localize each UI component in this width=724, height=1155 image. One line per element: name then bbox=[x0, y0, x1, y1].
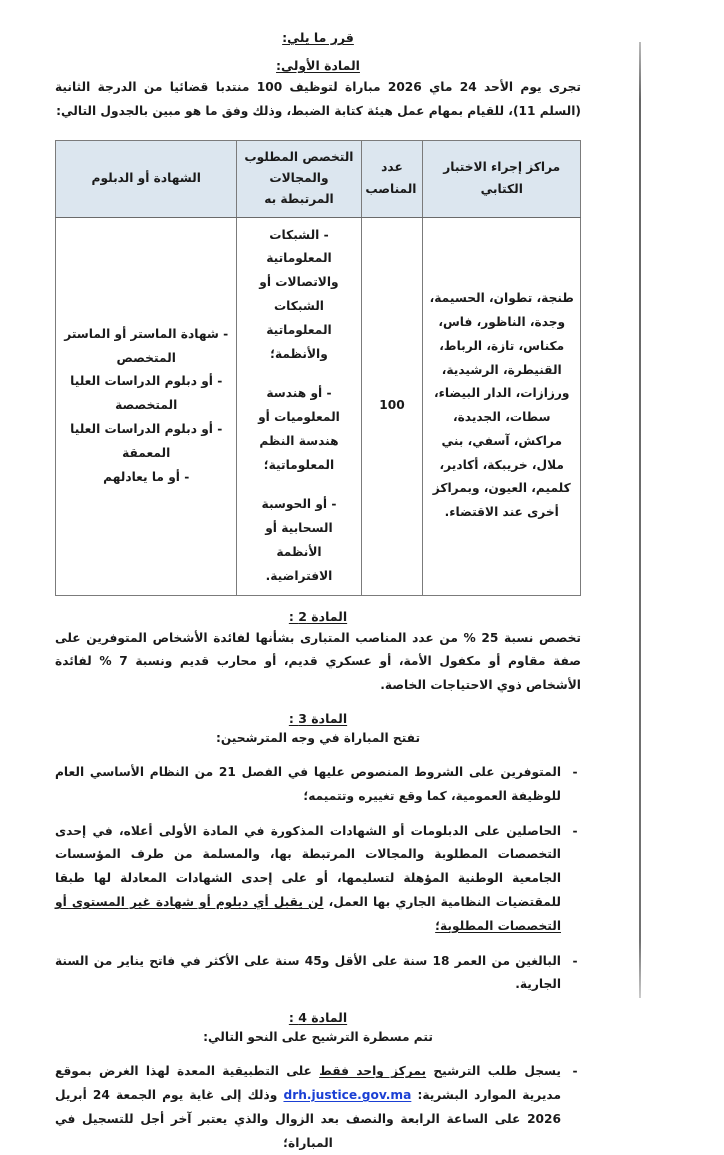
table-header bbox=[56, 140, 581, 217]
specialization-item-3: - أو الحوسبة السحابية أو الأنظمة الافتراضية. bbox=[261, 497, 337, 583]
article4-seg3: وذلك إلى غاية يوم الجمعة 24 أبريل 2026 على الساعة الرابعة والنصف بعد الزوال والذي يعتبر آخر أجل للتسجيل في المباراة؛ bbox=[55, 1088, 561, 1150]
article3-bullet-2-text: الحاصلين على الدبلومات أو الشهادات المذكورة في المادة الأولى أعلاه، في إحدى التخصصات المطلوبة والمجالات المرتبطة بها، والمسلمة من طرف المؤسسات الجامعية الوطنية المؤهلة لتسليمها، أو على إحدى الشهادات المعادلة لها طبقا للمقتضيات النظامية الجاري بها العمل، bbox=[55, 823, 561, 909]
list-item bbox=[55, 950, 581, 998]
article1-body: تجرى يوم الأحد 24 ماي 2026 مباراة لتوظيف 100 منتدبا قضائيا من الدرجة الثانية (السلم 11)، للقيام بمهام عمل هيئة كتابة الضبط، وذلك وفق ما هو مبين بالجدول التالي: bbox=[55, 80, 581, 118]
article4-emphasis-one-center: بمركز واحد فقط bbox=[319, 1064, 427, 1079]
positions-table bbox=[55, 140, 581, 596]
list-item bbox=[55, 1060, 581, 1155]
article2-body: تخصص نسبة 25 % من عدد المناصب المتبارى بشأنها لفائدة الأشخاص المتوفرين على صفة مقاوم أو مكفول الأمة، أو عسكري قديم، أو محارب قديم ونسبة 7 % لفائدة الأشخاص ذوي الاحتياجات الخاصة. bbox=[55, 630, 581, 693]
article1-title: المادة الأولى: bbox=[276, 58, 360, 73]
page-edge-shadow bbox=[639, 42, 641, 998]
article3-bullet-2-emphasis: لن يقبل أي دبلوم أو شهادة غير المستوى أو التخصصات المطلوبة؛ bbox=[55, 894, 561, 933]
diploma-item-4: - أو ما يعادلهم bbox=[103, 469, 190, 484]
cell-diploma bbox=[56, 217, 237, 595]
diploma-item-1: - شهادة الماستر أو الماستر المتخصص bbox=[64, 326, 229, 365]
article4-seg1: يسجل طلب الترشيح bbox=[426, 1064, 561, 1079]
header-exam-centers: مراكز إجراء الاختبار الكتابي bbox=[423, 140, 581, 217]
article3-bullet-2 bbox=[55, 820, 561, 939]
article1-heading-row bbox=[55, 55, 581, 74]
bullet-dash-icon: - bbox=[572, 823, 578, 838]
article4-title: المادة 4 : bbox=[288, 1010, 348, 1026]
article4-intro: تتم مسطرة الترشيح على النحو التالي: bbox=[203, 1030, 433, 1045]
list-item bbox=[55, 761, 581, 809]
registration-portal-link[interactable]: drh.justice.gov.ma bbox=[283, 1088, 412, 1103]
article2-title: المادة 2 : bbox=[288, 608, 348, 624]
article2-heading-row bbox=[55, 606, 581, 625]
diploma-item-3: - أو دبلوم الدراسات العليا المعمقة bbox=[70, 421, 223, 460]
cell-positions-count: 100 bbox=[361, 217, 423, 595]
specialization-item-1: - الشبكات المعلوماتية والاتصالات أو الشبكات المعلوماتية والأنظمة؛ bbox=[259, 227, 339, 361]
specialization-item-2: - أو هندسة المعلوميات أو هندسة النظم المعلوماتية؛ bbox=[258, 386, 340, 472]
article3-bullet-1: المتوفرين على الشروط المنصوص عليها في الفصل 21 من النظام الأساسي العام للوظيفة العمومية، كما وقع تغييره وتتميمه؛ bbox=[55, 765, 561, 803]
article3-bullet-3: البالغين من العمر 18 سنة على الأقل و45 سنة على الأكثر في فاتح يناير من السنة الجارية. bbox=[55, 953, 561, 992]
bullet-dash-icon: - bbox=[572, 1064, 578, 1079]
bullet-dash-icon: - bbox=[572, 765, 578, 780]
cell-specialization bbox=[237, 217, 361, 595]
article3-intro: تفتح المباراة في وجه المترشحين: bbox=[215, 730, 421, 745]
article3-title: المادة 3 : bbox=[288, 710, 348, 726]
decision-heading: قرر ما يلي: bbox=[282, 30, 354, 45]
article4-seg2: على التطبيقية المعدة لهذا الغرض بموقع مديرية الموارد البشرية: bbox=[55, 1064, 561, 1103]
article4-bullet-1 bbox=[55, 1060, 561, 1155]
cell-exam-centers: طنجة، تطوان، الحسيمة، وجدة، الناظور، فاس، مكناس، تازة، الرباط، القنيطرة، الرشيدية، ورزازات، الدار البيضاء، سطات، الجديدة، مراكش، آسفي، بني ملال، خريبكة، أكادير، كلميم، العيون، وبمراكز أخرى عند الاقتضاء. bbox=[423, 217, 581, 595]
header-specialization: التخصص المطلوب والمجالات المرتبطة به bbox=[237, 140, 361, 217]
article4-heading-row bbox=[55, 1007, 581, 1026]
diploma-item-2: - أو دبلوم الدراسات العليا المتخصصة bbox=[70, 374, 223, 413]
article3-heading-row bbox=[55, 708, 581, 727]
header-positions-count: عدد المناصب bbox=[361, 140, 423, 217]
list-item bbox=[55, 820, 581, 939]
table-row bbox=[56, 217, 581, 595]
table-body bbox=[56, 217, 581, 595]
header-diploma: الشهادة أو الدبلوم bbox=[56, 140, 237, 217]
table-header-row bbox=[56, 140, 581, 217]
bullet-dash-icon: - bbox=[572, 953, 578, 968]
